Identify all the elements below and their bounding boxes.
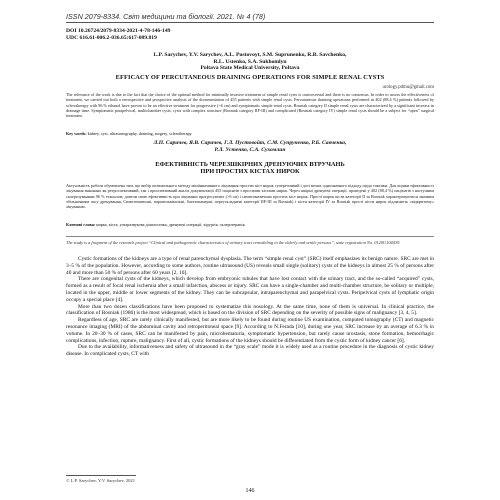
keywords-ua [66, 222, 434, 227]
section-rule [66, 236, 434, 237]
contact-email: urology.pdmu@gmail.com [382, 85, 434, 90]
authors-en-line1: L.P. Sarychev, Y.V. Sarychev, A.L. Pustovoyt, S.M. Suprunenko, R.B. Savchenko, [153, 52, 347, 58]
keywords-ua-label: Ключові слова: [66, 222, 96, 227]
doi: DOI 10.26724/2079-8334-2021-4-78-146-149 [66, 28, 171, 34]
authors-ua-line2: Р.Л. Устенко, С.А. Сухомлин [214, 146, 286, 153]
body-paragraph: More than two dozen classifications have been proposed to systematize this nosology. At the same time, none of them is universal. In clinical practice, the classification of Bosniak (1986) is the most widespread, which is based on the division of SRC depending on the severity of possible signs of malignancy [3, 4, 5]. [66, 303, 434, 317]
affiliation: Poltava State Medical University, Poltava [200, 65, 300, 72]
article-body [66, 256, 434, 358]
authors-ua-line1: Л.П. Саричев, Я.В. Саричев, Г.Л. Пустовойт, С.М. Супруненко, Р.Б. Савченко, [153, 140, 347, 146]
keywords-en-text: kidney, cyst, ultrasonography, draining, surgery, sclerotherapy. [87, 131, 193, 136]
authors-en [66, 52, 434, 72]
udc: UDC 616.61-006.2-036.65:617-089.819 [66, 35, 157, 42]
authors-en-line2: R.L. Ustenko, S.A. Sukhomlyn [213, 58, 287, 65]
body-paragraph: There are congenital cysts of the kidneys, which develop from embryonic tubules that have lost contact with the urinary tract, and the so-called “acquired” cysts, formed as a result of focal renal ischemia after a small infarction, abscess or injury. SRC can have a single-chamber and multi-chamber structure, be solitary or multiple, located in the upper, middle or lower segments of the kidney. They can be subcapsular, intraparenchymal and parapelvical cysts. Peripelvical cysts of lymphatic origin occupy a special place [4]. [66, 276, 434, 303]
abstract-ua: Актуальність роботи обумовлена тим, що вибір оптимального методу мініінвазивного лікування простих кіст нирок суперечливий і досі немає однозначного підходу щодо тактики. Для оцінки ефективності лікування виконано як ретроспективний, так і проспективний аналіз документації 455 пацієнтів з простими кістами нирок. Через шкірні дренуючі операції, проведені у 402 (88,4 %) пацієнтів з наступним склерозуванням 96 % етанолом, довели свою ефективність при лікуванні прогресуючих (>6 см) і симптоматичних простих кіст нирок. Прості нирок кісти категорії II за Bosniak характеризуються значним збільшенням часу дренування. Симптоматичні, парапельвікальні, багатокамерні, переускладнені категорії IIF-III за Bosniak) і кісти категорії IV за Bosniak прості кісти нирок підлягають «відкритому» лікуванню. [66, 183, 434, 210]
article-title-ua-line2: ПРИ ПРОСТИХ КІСТАХ НИРОК [200, 168, 300, 176]
keywords-ua-text: нирка, кіста, ультразвукова діагностика, дренуючі операції, хірургія, склеротерапія. [96, 222, 246, 227]
page-number: 146 [245, 488, 255, 494]
article-title-ua-line1: ЕФЕКТИВНІСТЬ ЧЕРЕЗШКІРНИХ ДРЕНУЮЧИХ ВТРУЧАНЬ [155, 161, 345, 168]
authors-ua [66, 140, 434, 153]
body-paragraph: Due to the availability, informativeness and safety of ultrasound in the “gray scale” mode it is widely used as a routine procedure in the diagnosis of cystic kidney disease. In complicated cysts, CT with [66, 344, 434, 358]
journal-header: ISSN 2079-8334. Світ медицини та біології. 2021. № 4 (78) [66, 12, 266, 21]
copyright-notice: © L.P. Sarychev, Y.V. Sarychev, 2021 [66, 478, 136, 483]
footer-rule [66, 475, 136, 476]
keywords-en-label: Key words: [66, 131, 87, 136]
grant-note: The study is a fragment of the research project “Clinical and pathogenetic characteristics of urinary tract remodeling in the elderly and senile persons”, state registration No. 0120U104439. [66, 240, 401, 245]
body-paragraph: Regardless of age, SRC are rarely clinically manifested, but are more likely to be found during routine US examination, computed tomography (CT) and magnetic resonance imaging (MRI) of the abdominal cavity and retroperitoneal space [9]. According to N.Ferada [10], during one year, SRC increase by an average of 6.3 % in volume. In 20–30 % of cases, SRC can be manifested by pain, microhematuria, symptomatic hypertension, but rarely cause urostasis, stone formation, hemorrhagic complications, infection, rupture, malignancy. First of all, cystic formations of the kidneys should be differentiated from the cystic form of kidney cancer [6]. [66, 317, 434, 344]
body-paragraph: Cystic formations of the kidneys are a type of renal parenchymal dysplasia. The term “simple renal cyst” (SRC) itself emphasizes its benign nature. SRC are met in 3–5 % of the population. However, according to some authors, routine ultrasound (US) reveals small single (solitary) cysts of the kidneys in almost 25 % of persons after 40 and more than 50 % of persons after 60 years [2, 10]. [66, 256, 434, 276]
header-rule [66, 22, 434, 23]
article-identifiers [66, 28, 170, 42]
abstract-en: The relevance of the work is due to the fact that the choice of the optimal method for minimally invasive treatment of simple renal cysts is controversial and there is no consensus. In order to assess the effectiveness of treatment, we carried out both a retrospective and prospective analysis of the documentation of 455 patients with simple renal cysts. Percutaneous draining operations performed in 402 (88.4 %) patients followed by sclerotherapy with 96 % ethanol have proven to be an effective treatment for progressive (>6 cm) and symptomatic simple renal cysts. Bosniak category II simple renal cysts are characterized by a significant increase in drainage time. Symptomatic parapelvical, multichamber cysts, cysts with complex structure (Bosniak category IIF-III) and complicated (Bosniak category IV) simple renal cysts should be a subject for “open” surgical treatment. [66, 92, 434, 119]
keywords-en [66, 131, 434, 136]
article-title-ua [66, 161, 434, 176]
article-title-en: EFFICACY OF PERCUTANEOUS DRAINING OPERATIONS FOR SIMPLE RENAL CYSTS [115, 74, 385, 81]
